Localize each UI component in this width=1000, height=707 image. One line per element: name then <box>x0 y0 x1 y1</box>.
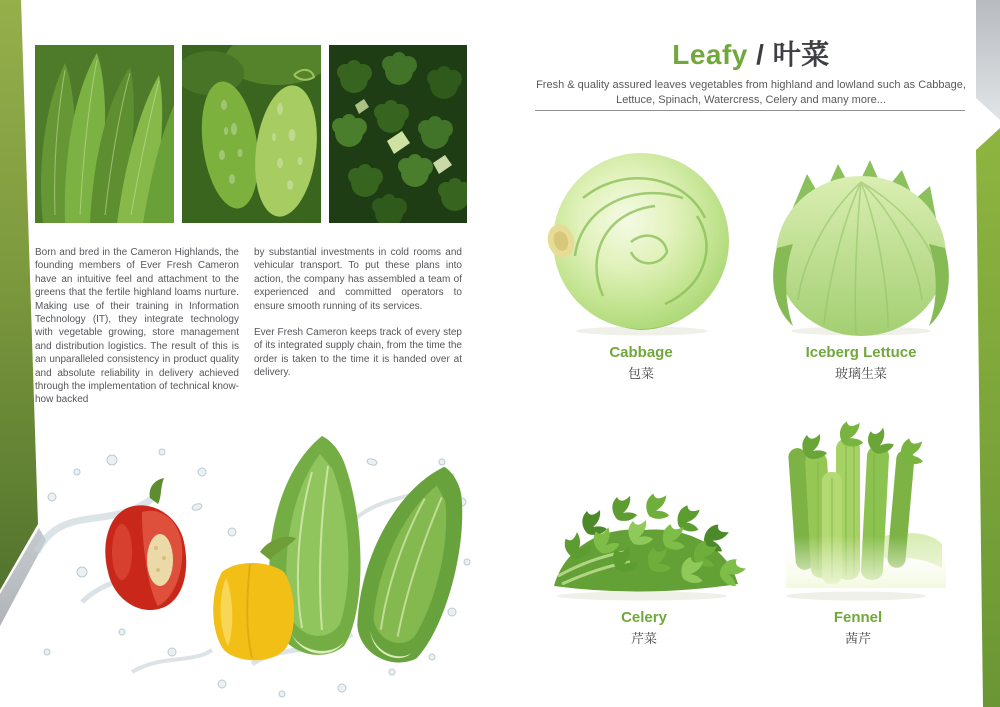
leafy-greens-photo <box>35 45 174 223</box>
body-paragraph: by substantial investments in cold rooms and vehicular transport. To put these plans into action, the company has assembled a team of experienced and committed operators to ensure smooth running of its services. <box>254 247 462 312</box>
veg-item-cabbage <box>545 146 737 382</box>
veg-name-en: Iceberg Lettuce <box>805 344 917 361</box>
section-title-english: Leafy <box>672 39 748 70</box>
veg-name-en: Fennel <box>833 609 883 626</box>
body-paragraph: Born and bred in the Cameron Highlands, the founding members of Ever Fresh Cameron have an intuitive feel and attachment to the greens that the fertile highland loams nurture. Making use of their training in Information Technology (IT), they integrate technology with vegetable growing, store management and distribution logistics. The result of this is an unparalleled consistency in product quality and absolute reliability in delivery achieved through the implementation of technical know-how backed <box>35 247 240 406</box>
iceberg-lettuce-image <box>762 148 960 336</box>
section-title-separator: / <box>747 39 773 70</box>
veg-item-iceberg-lettuce <box>762 148 960 382</box>
header-divider-line <box>535 110 965 111</box>
veg-name-en: Cabbage <box>609 344 673 361</box>
veg-item-fennel <box>766 418 950 647</box>
broccoli-photo <box>329 45 467 223</box>
veg-name-zh: 玻璃生菜 <box>834 366 887 381</box>
veg-name-en: Celery <box>621 609 667 626</box>
cabbage-image <box>545 146 737 336</box>
body-paragraph: Ever Fresh Cameron keeps track of every step of its integrated supply chain, from the time the order is taken to the time it is handed over at delivery. <box>254 327 462 379</box>
fennel-image <box>766 418 950 602</box>
body-text-column-2 <box>254 246 462 380</box>
body-text-column-1 <box>35 246 239 407</box>
section-title <box>515 33 987 73</box>
veg-item-celery <box>536 436 752 647</box>
leafy-section-header <box>515 33 987 108</box>
veg-name-zh: 包菜 <box>627 366 654 381</box>
section-subtitle: Fresh & quality assured leaves vegetables from highland and lowland such as Cabbage, Lettuce, Spinach, Watercress, Celery and many more... <box>536 79 966 106</box>
celery-image <box>536 436 752 602</box>
vegetable-splash-image <box>22 402 484 707</box>
right-edge-green-ribbon <box>976 124 1000 707</box>
bitter-gourd-photo <box>182 45 321 223</box>
section-title-chinese: 叶菜 <box>772 39 830 70</box>
veg-name-zh: 茜芹 <box>844 631 871 646</box>
veg-name-zh: 芹菜 <box>630 631 657 646</box>
